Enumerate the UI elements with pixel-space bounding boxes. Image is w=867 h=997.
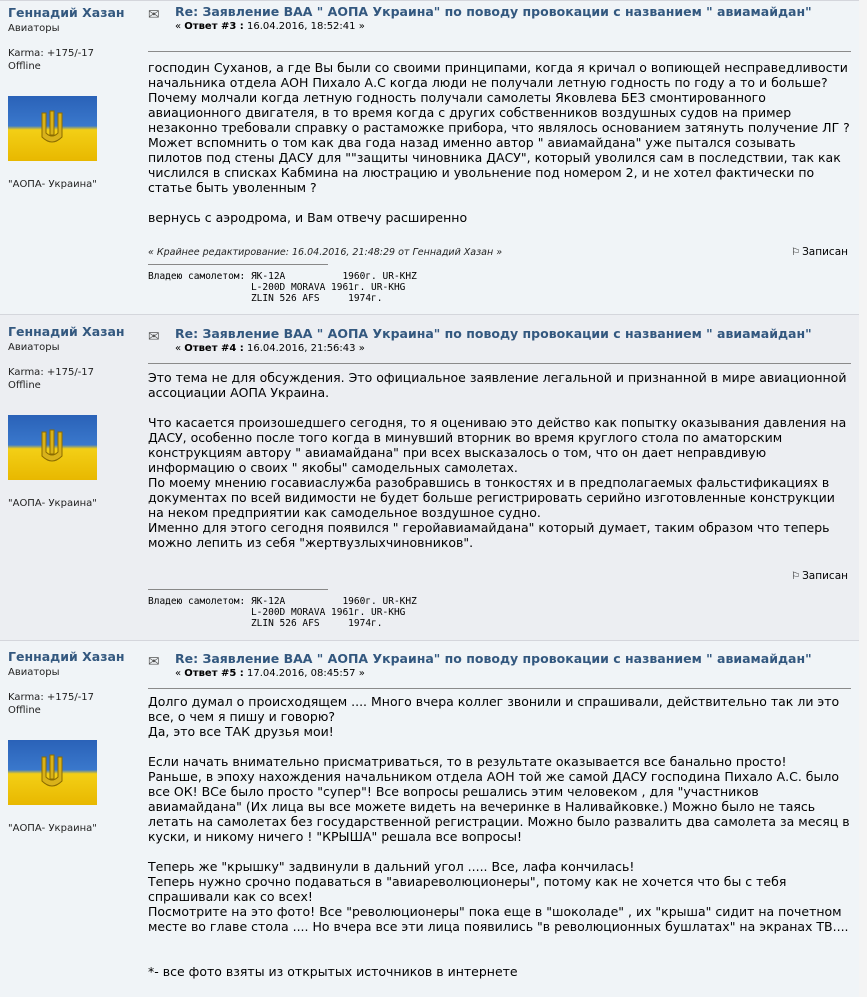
report-label: Записан xyxy=(802,570,848,582)
post xyxy=(0,0,859,314)
post-title[interactable]: Re: Заявление ВАА " АОПА Украина" по поводу провокации с названием " авиамайдан" xyxy=(175,326,812,341)
avatar xyxy=(8,740,97,805)
signature: Владею самолетом: ЯК-12А 1960г. UR-KHZ L-200D MORAVA 1961г. UR-KHG ZLIN 526 AFS 1974г. xyxy=(148,596,417,629)
post-title[interactable]: Re: Заявление ВАА " АОПА Украина" по поводу провокации с названием " авиамайдан" xyxy=(175,4,812,19)
poster-personal-text: "АОПА- Украина" xyxy=(8,179,97,190)
avatar xyxy=(8,96,97,161)
post-title[interactable]: Re: Заявление ВАА " АОПА Украина" по поводу провокации с названием " авиамайдан" xyxy=(175,651,812,666)
post-meta xyxy=(175,343,365,354)
poster-group: Авиаторы xyxy=(8,23,60,34)
last-edit-note: « Крайнее редактирование: 16.04.2016, 21:48:29 от Геннадий Хазан » xyxy=(148,247,503,258)
poster-status: Offline xyxy=(8,61,41,72)
meta-prefix: « xyxy=(175,21,185,32)
poster-karma: Karma: +175/-17 xyxy=(8,367,95,378)
reply-number: Ответ #4 : xyxy=(184,343,244,354)
divider xyxy=(148,688,851,689)
poster-karma: Karma: +175/-17 xyxy=(8,692,95,703)
page-scrollbar[interactable] xyxy=(859,0,867,997)
reply-number: Ответ #3 : xyxy=(184,21,244,32)
reply-number: Ответ #5 : xyxy=(184,668,244,679)
trident-icon xyxy=(40,109,64,147)
post-body: Это тема не для обсуждения. Это официальное заявление легальной и признанной в мире авиационной ассоциации АОПА Украина. Что касается произошедшего сегодня, то я оцениваю это действо как попытку оказывания давления на ДАСУ, особенно после того когда в минувший вторник во время круглого стола по аматорским конструкциям автору " авиамайдана" при всех высказалось о том, что он дает неправдивую информацию о своих " якобы" самодельных самолетах. По моему мнению госавиаслужба разобравшись в тонкостях и в предполагаемых фальстификациях в документах по всей видимости не будет больше регистрировать серийно изготовленные конструкции на неком предприятии как самодельное воздушное судно. Именно для этого сегодня появился " геройавиамайдана" который думает, таким образом что теперь можно лепить из себя "жертвузлыхчиновников". xyxy=(148,370,847,550)
post xyxy=(0,314,859,640)
poster-info xyxy=(8,324,138,509)
meta-prefix: « xyxy=(175,668,185,679)
poster-status: Offline xyxy=(8,380,41,391)
trident-icon xyxy=(40,753,64,791)
meta-prefix: « xyxy=(175,343,185,354)
poster-group: Авиаторы xyxy=(8,667,60,678)
post-date: 17.04.2016, 08:45:57 » xyxy=(243,668,365,679)
divider xyxy=(148,51,851,52)
poster-group: Авиаторы xyxy=(8,342,60,353)
signature: Владею самолетом: ЯК-12А 1960г. UR-KHZ L-200D MORAVA 1961г. UR-KHG ZLIN 526 AFS 1974г. xyxy=(148,271,417,304)
post xyxy=(0,640,859,997)
report-label: Записан xyxy=(802,246,848,258)
signature-divider xyxy=(148,589,328,590)
report-link[interactable] xyxy=(791,570,848,582)
post-meta xyxy=(175,668,365,679)
poster-name[interactable]: Геннадий Хазан xyxy=(8,649,125,664)
topic-icon: ✉ xyxy=(148,7,160,23)
report-icon: ⚐ xyxy=(791,247,801,258)
post-body: господин Суханов, а где Вы были со своими принципами, когда я кричал о вопиющей несправедливости начальника отдела АОН Пихало А.С когда люди не получали летную годность по году а то и больше? Почему молчали когда летную годность получали самолеты Яковлева БЕЗ смонтированного авиационного двигателя, в то время когда с других собственников воздушных судов на пример незаконно требовали справку о растаможке прибора, что являлось основанием затянуть получение ЛГ ? Может вспомнить о том как два года назад именно автор " авиамайдана" уже пытался созывать пилотов под стены ДАСУ для ""защиты чиновника ДАСУ", который уволился сам в последствии, так как числился в списках Кабмина на люстрацию и увольнение под номером 2, и не хотел фактически по статье быть уволенным ? вернусь с аэродрома, и Вам отвечу расширенно xyxy=(148,60,850,225)
poster-karma: Karma: +175/-17 xyxy=(8,48,95,59)
signature-divider xyxy=(148,264,328,265)
poster-name[interactable]: Геннадий Хазан xyxy=(8,324,125,339)
avatar xyxy=(8,415,97,480)
post-body: Долго думал о происходящем .... Много вчера коллег звонили и спрашивали, действительно так ли это все, о чем я пишу и говорю? Да, это все ТАК друзья мои! Если начать внимательно присматриваться, то в результате оказывается все банально просто! Раньше, в эпоху нахождения начальником отдела АОН той же самой ДАСУ господина Пихало А.С. было все ОК! ВСе было просто "супер"! Все вопросы решались этим человеком , для "участников авиамайдана" (Их лица вы все можете видеть на вечеринке в Наливайковке.) Можно было не таясь летать на самолетах без государственной регистрации. Можно было развалить два самолета за месяц в куски, и никому ничего ! "КРЫША" решала все вопросы! Теперь же "крышку" задвинули в дальний угол ..... Все, лафа кончилась! Теперь нужно срочно подаваться в "авиареволюционеры", потому как не хочется что бы с тебя спрашивали как со всех! Посмотрите на это фото! Все "революционеры" пока еще в "шоколаде" , их "крыша" сидит на почетном месте во главе стола .... Но вчера все эти лица появились "в революционных бушлатах" на экранах ТВ.... *- все фото взяты из открытых источников в интернете xyxy=(148,694,850,979)
post-date: 16.04.2016, 18:52:41 » xyxy=(243,21,365,32)
topic-icon: ✉ xyxy=(148,654,160,670)
report-icon: ⚐ xyxy=(791,571,801,582)
poster-name[interactable]: Геннадий Хазан xyxy=(8,5,125,20)
topic-icon: ✉ xyxy=(148,329,160,345)
divider xyxy=(148,363,851,364)
poster-status: Offline xyxy=(8,705,41,716)
poster-info xyxy=(8,5,138,190)
post-meta xyxy=(175,21,365,32)
post-date: 16.04.2016, 21:56:43 » xyxy=(243,343,365,354)
poster-personal-text: "АОПА- Украина" xyxy=(8,823,97,834)
trident-icon xyxy=(40,428,64,466)
report-link[interactable] xyxy=(791,246,848,258)
poster-info xyxy=(8,649,138,834)
poster-personal-text: "АОПА- Украина" xyxy=(8,498,97,509)
